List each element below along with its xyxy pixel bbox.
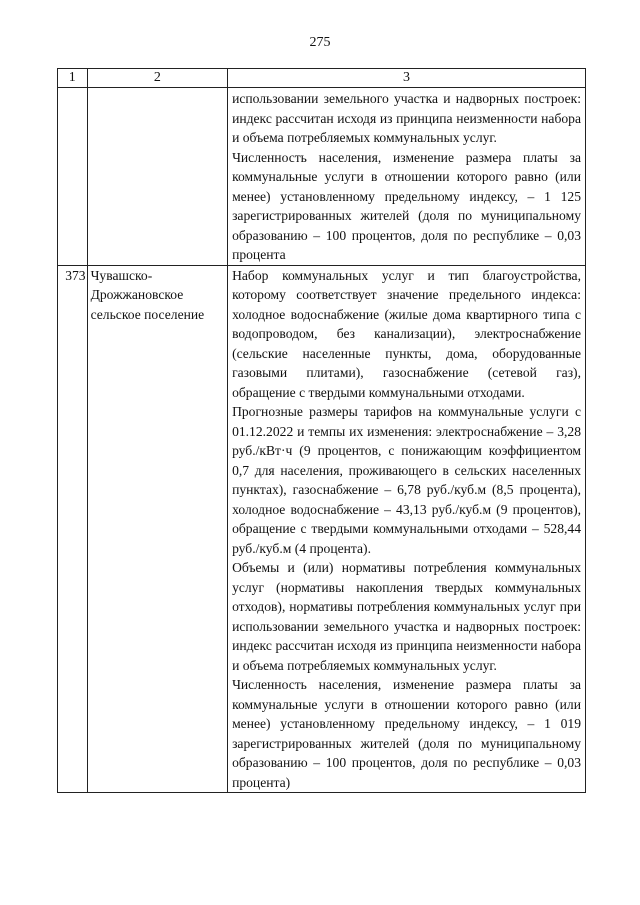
paragraph: Набор коммунальных услуг и тип благоустройства, которому соответствует значение предельного индекса: холодное водоснабжение (жилые дома квартирного типа с водопроводом, без канализации), электроснабжение (сельские населенные пункты, дома, оборудованные газовыми плитами), газоснабжение (сетевой газ), обращение с твердыми коммунальными отходами. — [232, 267, 581, 400]
paragraph: Численность населения, изменение размера платы за коммунальные услуги в отношении которого равно (или менее) установленному предельному индексу, – 1 125 зарегистрированных жителей (доля по муниципальному образованию – 100 процентов, доля по республике – 0,03 процента — [232, 149, 581, 262]
paragraph: Объемы и (или) нормативы потребления коммунальных услуг (нормативы накопления твердых коммунальных отходов), нормативы потребления коммунальных услуг при использовании земельного участка и надворных построек: индекс рассчитан исходя из принципа неизменности набора и объема потребляемых коммунальных услуг. — [232, 560, 581, 673]
settlements-table — [57, 68, 586, 793]
settlement-name: Чувашско-Дрожжановское сельское поселение — [87, 265, 227, 793]
page-number: 275 — [309, 35, 331, 50]
settlement-name — [87, 88, 227, 266]
table-row — [58, 265, 586, 793]
row-number — [58, 88, 88, 266]
row-description — [228, 265, 586, 793]
row-number: 373 — [58, 265, 88, 793]
column-header-1: 1 — [58, 69, 88, 88]
paragraph: Прогнозные размеры тарифов на коммунальные услуги с 01.12.2022 и темпы их изменения: электроснабжение – 3,28 руб./кВт·ч (9 процентов, с понижающим коэффициентом 0,7 для населения, проживающего в сельских населенных пунктах), газоснабжение – 6,78 руб./куб.м (8,5 процента), холодное водоснабжение – 43,13 руб./куб.м (9 процентов), обращение с твердыми коммунальными отходами – 528,44 руб./куб.м (4 процента). — [232, 404, 581, 556]
column-header-3: 3 — [228, 69, 586, 88]
table-row — [58, 88, 586, 266]
paragraph: использовании земельного участка и надворных построек: индекс рассчитан исходя из принципа неизменности набора и объема потребляемых коммунальных услуг. — [232, 91, 581, 145]
column-header-2: 2 — [87, 69, 227, 88]
table-header-row — [58, 69, 586, 88]
paragraph: Численность населения, изменение размера платы за коммунальные услуги в отношении которого равно (или менее) установленному предельному индексу, – 1 019 зарегистрированных жителей (доля по муниципальному образованию – 100 процентов, доля по республике – 0,03 процента) — [232, 677, 581, 790]
row-description — [228, 88, 586, 266]
